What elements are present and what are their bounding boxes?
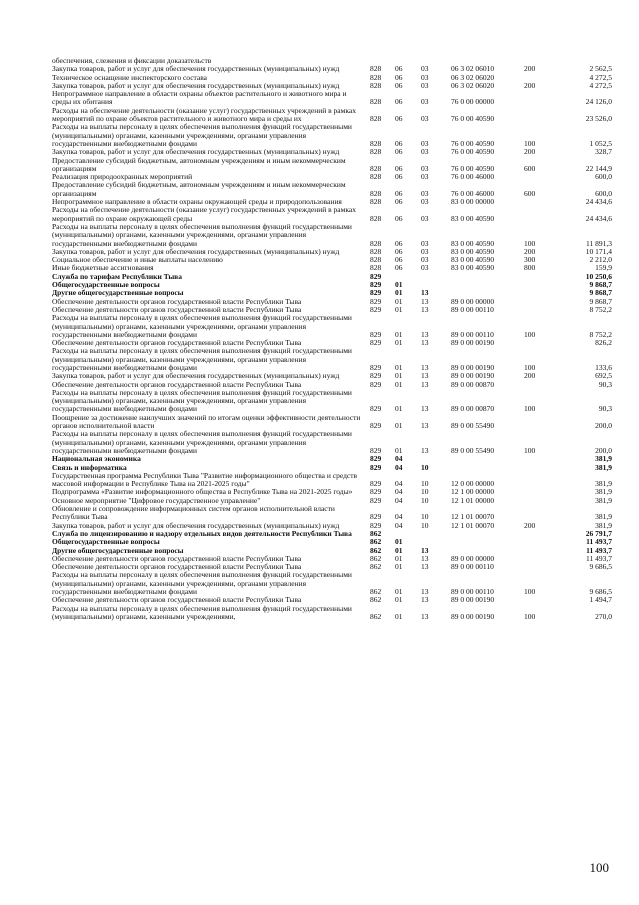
row-target-article: 89 0 00 00000 [451,553,495,563]
row-target-article: 76 0 00 40590 [451,163,495,173]
row-amount: 9 868,7 [589,296,612,306]
row-ved-code: 828 [370,72,382,82]
row-ved-code: 829 [370,379,382,389]
row-section-code: 01 [395,371,403,381]
row-subsection-code: 10 [421,479,429,489]
row-section-code: 06 [395,147,403,157]
row-amount: 381,9 [595,495,612,505]
row-name: Закупка товаров, работ и услуг для обеспечения государственных (муниципальных) нужд [52,80,340,90]
row-amount: 22 144,9 [585,163,612,173]
row-name: Социальное обеспечение и иные выплаты населению [52,255,223,265]
row-name: Обновление и сопровождение информационных систем органов исполнительной власти Республики Тыва [52,504,335,522]
row-name: Расходы на выплаты персоналу в целях обеспечения выполнения функций государственными (муниципальными) органами, казенными учреждениями, органами управления государственными внебюджетными фондами [52,221,352,248]
table-row [52,430,612,455]
row-name: Подпрограмма «Развитие информационного общества в Республике Тыва на 2021-2025 годы» [52,487,353,497]
row-subsection-code: 03 [421,72,429,82]
row-name: Расходы на выплаты персоналу в целях обеспечения выполнения функций государственными (муниципальными) органами, казенными учреждениями, органами управления государственными внебюджетными фондами [52,387,352,414]
row-section-code: 06 [395,138,403,148]
row-section-code: 01 [395,611,403,621]
table-row [52,123,612,148]
row-ved-code: 829 [370,280,382,290]
row-expense-type: 200 [524,64,536,74]
row-section-code: 06 [395,97,403,107]
row-amount: 826,2 [595,338,612,348]
row-subsection-code: 03 [421,263,429,273]
row-expense-type: 300 [524,255,536,265]
row-section-code: 06 [395,72,403,82]
row-section-code: 01 [395,587,403,596]
row-ved-code: 829 [370,404,382,414]
row-ved-code: 828 [370,197,382,207]
row-subsection-code: 03 [421,97,429,107]
row-amount: 90,3 [598,379,612,389]
row-subsection-code: 03 [421,197,429,207]
table-row [52,107,612,124]
row-name: Непрограммное направление в области охраны окружающей среды и природопользования [52,197,342,207]
row-amount: 11 493,7 [586,553,612,563]
row-subsection-code: 13 [421,545,429,555]
row-section-code: 06 [395,64,403,74]
row-subsection-code: 10 [421,512,429,522]
row-target-article: 89 0 00 00870 [451,379,495,389]
row-section-code: 01 [395,379,403,389]
row-section-code: 01 [395,338,403,348]
row-subsection-code: 13 [421,587,429,596]
row-section-code: 06 [395,246,403,256]
row-ved-code: 829 [370,371,382,381]
row-ved-code: 862 [370,537,382,547]
row-target-article: 83 0 00 40590 [451,263,495,273]
row-ved-code: 862 [370,595,382,605]
row-section-code: 04 [395,479,403,489]
row-amount: 2 212,0 [589,255,612,265]
row-subsection-code: 03 [421,80,429,90]
row-ved-code: 829 [370,479,382,489]
row-section-code: 06 [395,163,403,173]
row-target-article: 12 1 00 00000 [451,487,495,497]
row-ved-code: 828 [370,188,382,198]
row-name: Служба по тарифам Республики Тыва [52,271,182,281]
row-target-article: 83 0 00 00000 [451,197,495,207]
row-ved-code: 828 [370,238,382,248]
row-amount: 1 494,7 [589,595,612,605]
row-subsection-code: 03 [421,147,429,157]
row-subsection-code: 03 [421,188,429,198]
row-subsection-code: 13 [421,611,429,621]
row-target-article: 89 0 00 00000 [451,296,495,306]
row-expense-type: 100 [524,404,536,414]
row-name: Закупка товаров, работ и услуг для обеспечения государственных (муниципальных) нужд [52,64,340,74]
row-section-code: 06 [395,172,403,182]
row-subsection-code: 10 [421,487,429,497]
row-amount: 9 686,5 [589,562,612,572]
row-section-code: 01 [395,545,403,555]
row-target-article: 89 0 00 00190 [451,371,495,381]
row-amount: 4 272,5 [589,80,612,90]
row-name: Расходы на выплаты персоналу в целях обеспечения выполнения функций государственными (муниципальными) органами, казенными учреждениями, органами управления государственными внебюджетными фондами [52,346,352,372]
row-section-code: 01 [395,329,403,339]
row-name: Расходы на обеспечение деятельности (оказание услуг) государственных учреждений в рамках мероприятий по охране объектов растительного и животного мира и среды их [52,105,356,124]
row-section-code: 04 [395,487,403,497]
row-subsection-code: 10 [421,520,429,530]
row-name: Обеспечение деятельности органов государственной власти Республики Тыва [52,595,302,605]
row-target-article: 76 0 00 46000 [451,188,495,198]
row-expense-type: 100 [524,445,536,455]
row-amount: 159,9 [595,263,612,273]
row-expense-type: 100 [524,329,536,339]
row-name: Техническое оснащение инспекторского состава [52,72,208,82]
row-target-article: 12 1 01 00070 [451,512,495,522]
row-section-code: 01 [395,362,403,372]
row-subsection-code: 03 [421,163,429,173]
table-row [52,605,612,622]
row-ved-code: 829 [370,338,382,348]
row-section-code: 01 [395,280,403,290]
row-expense-type: 100 [524,611,536,621]
row-target-article: 89 0 00 00110 [451,304,494,314]
row-ved-code: 829 [370,271,382,281]
row-section-code: 06 [395,197,403,207]
row-name: Расходы на обеспечение деятельности (оказание услуг) государственных учреждений в рамках мероприятий по охране окружающей среды [52,205,356,223]
row-amount: 9 868,7 [589,288,612,298]
row-name: Другие общегосударственные вопросы [52,288,184,298]
row-name: Обеспечение деятельности органов государственной власти Республики Тыва [52,304,302,314]
row-amount: 692,5 [595,371,612,381]
row-subsection-code: 13 [421,421,429,431]
row-expense-type: 600 [524,163,536,173]
row-section-code: 01 [395,562,403,572]
row-subsection-code: 13 [421,338,429,348]
row-name: Общегосударственные вопросы [52,280,160,290]
row-name: Иные бюджетные ассигнования [52,263,154,273]
row-expense-type: 200 [524,246,536,256]
row-subsection-code: 03 [421,238,429,248]
row-name: Другие общегосударственные вопросы [52,545,184,555]
row-target-article: 89 0 00 00190 [451,362,495,372]
row-subsection-code: 13 [421,362,429,372]
row-amount: 381,9 [595,512,612,522]
row-ved-code: 862 [370,553,382,563]
row-ved-code: 828 [370,114,382,124]
row-expense-type: 100 [524,362,536,372]
table-row [52,455,612,463]
row-subsection-code: 13 [421,296,429,306]
row-name: Закупка товаров, работ и услуг для обеспечения государственных (муниципальных) нужд [52,147,340,157]
row-ved-code: 829 [370,304,382,314]
row-target-article: 89 0 00 00190 [451,338,495,348]
row-amount: 26 791,7 [585,528,612,538]
row-target-article: 83 0 00 40590 [451,255,495,265]
row-expense-type: 100 [524,138,536,148]
row-ved-code: 829 [370,520,382,530]
row-section-code: 04 [395,495,403,505]
row-name: Расходы на выплаты персоналу в целях обеспечения выполнения функций государственными (муниципальными) органами, казенными учреждениями, органами управления государственными внебюджетными фондами [52,429,352,455]
row-amount: 10 250,6 [585,271,612,281]
row-section-code: 01 [395,296,403,306]
row-target-article: 89 0 00 55490 [451,421,495,431]
row-amount: 1 052,5 [589,138,612,148]
row-subsection-code: 13 [421,304,429,314]
row-name: Предоставление субсидий бюджетным, автономным учреждениям и иным некоммерческим организациям [52,155,346,173]
row-amount: 23 526,0 [585,114,612,124]
row-target-article: 76 0 00 40590 [451,114,495,124]
row-section-code: 06 [395,238,403,248]
row-amount: 381,9 [595,520,612,530]
row-expense-type: 200 [524,520,536,530]
row-expense-type: 600 [524,188,536,198]
row-subsection-code: 13 [421,445,429,455]
table-row [52,414,612,431]
row-ved-code: 829 [370,462,382,472]
table-row [52,181,612,198]
row-subsection-code: 13 [421,595,429,605]
row-ved-code: 829 [370,288,382,298]
row-ved-code: 828 [370,172,382,182]
row-target-article: 12 1 01 00070 [451,520,495,530]
row-ved-code: 862 [370,562,382,572]
row-section-code: 06 [395,188,403,198]
row-ved-code: 829 [370,512,382,522]
row-ved-code: 829 [370,495,382,505]
row-ved-code: 829 [370,445,382,455]
row-subsection-code: 13 [421,288,429,298]
page-number: 100 [589,860,609,875]
table-row [52,206,612,223]
row-section-code: 01 [395,537,403,547]
row-name: Непрограммное направление в области охраны объектов растительного и животного мира и среды их обитания [52,89,347,107]
row-amount: 8 752,2 [589,304,612,314]
row-amount: 328,7 [595,147,612,157]
row-subsection-code: 13 [421,404,429,414]
row-section-code: 01 [395,304,403,314]
table-row [52,90,612,107]
row-amount: 381,9 [595,487,612,497]
row-ved-code: 829 [370,296,382,306]
row-amount: 2 562,5 [589,64,612,74]
row-name: Закупка товаров, работ и услуг для обеспечения государственных (муниципальных) нужд [52,520,340,530]
row-amount: 600,0 [595,172,612,182]
row-section-code: 06 [395,263,403,273]
row-target-article: 89 0 00 00110 [451,329,494,339]
row-expense-type: 800 [524,263,536,273]
row-target-article: 76 0 00 00000 [451,97,495,107]
row-ved-code: 829 [370,487,382,497]
row-subsection-code: 03 [421,64,429,74]
row-ved-code: 828 [370,263,382,273]
row-name: Национальная экономика [52,454,141,464]
row-ved-code: 828 [370,255,382,265]
row-subsection-code: 03 [421,255,429,265]
table-row [52,314,612,339]
row-name: Связь и информатика [52,462,127,472]
row-name: Обеспечение деятельности органов государственной власти Республики Тыва [52,338,302,348]
row-name: Предоставление субсидий бюджетным, автономным учреждениям и иным некоммерческим организациям [52,180,346,198]
row-section-code: 04 [395,520,403,530]
row-ved-code: 828 [370,163,382,173]
row-amount: 4 272,5 [589,72,612,82]
row-subsection-code: 13 [421,329,429,339]
row-subsection-code: 03 [421,246,429,256]
row-target-article: 89 0 00 00190 [451,611,495,621]
row-section-code: 01 [395,445,403,455]
row-target-article: 06 3 02 06020 [451,72,495,82]
row-name: Государственная программа Республики Тыва "Развитие информационного общества и средств массовой информации в Республике Тыва на 2021-2025 годы" [52,470,358,489]
table-row [52,223,612,248]
row-amount: 9 686,5 [589,587,612,596]
row-name: обеспечения, слежения и фиксации доказательств [52,56,212,65]
row-expense-type: 200 [524,147,536,157]
row-ved-code: 862 [370,545,382,555]
row-section-code: 01 [395,421,403,431]
row-ved-code: 862 [370,528,382,538]
row-ved-code: 829 [370,329,382,339]
row-name: Расходы на выплаты персоналу в целях обеспечения выполнения функций государственными (муниципальными) органами, казенными учреждениями, органами управления государственными внебюджетными фондами [52,122,352,148]
row-amount: 381,9 [595,479,612,489]
row-amount: 200,0 [595,421,612,431]
row-amount: 600,0 [595,188,612,198]
row-name: Общегосударственные вопросы [52,537,160,547]
row-ved-code: 828 [370,246,382,256]
row-target-article: 89 0 00 55490 [451,445,495,455]
row-amount: 8 752,2 [589,329,612,339]
row-name: Расходы на выплаты персоналу в целях обеспечения выполнения функций государственными (муниципальными) органами, казенными учреждениями, органами управления государственными внебюджетными фондами [52,313,352,339]
row-subsection-code: 03 [421,213,429,223]
row-target-article: 89 0 00 00110 [451,587,494,596]
row-name: Основное мероприятие "Цифровое государственное управление" [52,495,261,505]
row-section-code: 01 [395,595,403,605]
row-name: Закупка товаров, работ и услуг для обеспечения государственных (муниципальных) нужд [52,246,340,256]
row-name: Служба по лицензированию и надзору отдельных видов деятельности Республики Тыва [52,528,352,538]
row-amount: 270,0 [595,611,612,621]
row-expense-type: 200 [524,371,536,381]
row-section-code: 06 [395,80,403,90]
row-expense-type: 100 [524,238,536,248]
row-name: Закупка товаров, работ и услуг для обеспечения государственных (муниципальных) нужд [52,371,340,381]
row-amount: 133,6 [595,362,612,372]
row-name: Обеспечение деятельности органов государственной власти Республики Тыва [52,562,302,572]
row-amount: 9 868,7 [589,280,612,290]
row-target-article: 76 0 00 40590 [451,147,495,157]
row-target-article: 83 0 00 40590 [451,213,495,223]
row-target-article: 83 0 00 40590 [451,246,495,256]
row-amount: 11 493,7 [586,545,612,555]
row-subsection-code: 03 [421,138,429,148]
row-section-code: 06 [395,114,403,124]
row-target-article: 76 0 00 46000 [451,172,495,182]
row-target-article: 06 3 02 06020 [451,80,495,90]
row-target-article: 76 0 00 40590 [451,138,495,148]
row-section-code: 04 [395,462,403,472]
row-section-code: 04 [395,512,403,522]
row-target-article: 89 0 00 00190 [451,595,495,605]
row-amount: 24 126,0 [585,97,612,107]
row-name: Обеспечение деятельности органов государственной власти Республики Тыва [52,379,302,389]
row-name: Расходы на выплаты персоналу в целях обеспечения выполнения функций государственными (муниципальными) органами, казенными учреждениями, [52,603,352,621]
row-subsection-code: 03 [421,114,429,124]
row-ved-code: 829 [370,454,382,464]
table-row [52,571,612,596]
table-row [52,389,612,414]
row-ved-code: 828 [370,97,382,107]
row-subsection-code: 03 [421,172,429,182]
row-ved-code: 829 [370,421,382,431]
row-section-code: 01 [395,553,403,563]
row-section-code: 06 [395,255,403,265]
row-expense-type: 100 [524,587,536,596]
row-target-article: 12 0 00 00000 [451,479,495,489]
row-target-article: 12 1 01 00000 [451,495,495,505]
row-target-article: 06 3 02 06010 [451,64,495,74]
table-row [52,505,612,522]
row-amount: 200,0 [595,445,612,455]
row-ved-code: 862 [370,587,382,596]
row-ved-code: 828 [370,147,382,157]
row-subsection-code: 13 [421,371,429,381]
row-ved-code: 828 [370,80,382,90]
row-section-code: 01 [395,404,403,414]
row-amount: 24 434,6 [585,197,612,207]
row-section-code: 06 [395,213,403,223]
row-name: Обеспечение деятельности органов государственной власти Республики Тыва [52,296,302,306]
row-subsection-code: 13 [421,553,429,563]
row-amount: 24 434,6 [585,213,612,223]
table-row [52,347,612,372]
row-amount: 90,3 [598,404,612,414]
row-section-code: 04 [395,454,403,464]
row-subsection-code: 13 [421,379,429,389]
row-amount: 381,9 [595,462,612,472]
row-target-article: 89 0 00 00870 [451,404,495,414]
row-amount: 11 891,3 [586,238,612,248]
row-ved-code: 828 [370,138,382,148]
row-ved-code: 829 [370,362,382,372]
row-subsection-code: 13 [421,562,429,572]
row-ved-code: 828 [370,213,382,223]
row-target-article: 83 0 00 40590 [451,238,495,248]
row-name: Расходы на выплаты персоналу в целях обеспечения выполнения функций государственными (муниципальными) органами, казенными учреждениями, органами управления государственными внебюджетными фондами [52,570,352,596]
row-amount: 381,9 [595,454,612,464]
row-section-code: 01 [395,288,403,298]
row-ved-code: 828 [370,64,382,74]
table-row [52,472,612,489]
row-ved-code: 862 [370,611,382,621]
table-row [52,157,612,174]
row-amount: 11 493,7 [586,537,612,547]
row-expense-type: 200 [524,80,536,90]
row-name: Реализация природоохранных мероприятий [52,172,193,182]
row-name: Поощрение за достижение наилучших значений по итогам оценки эффективности деятельности органов исполнительной власти [52,412,361,431]
row-subsection-code: 10 [421,495,429,505]
row-amount: 10 171,4 [585,246,612,256]
row-target-article: 89 0 00 00110 [451,562,494,572]
row-subsection-code: 10 [421,462,429,472]
budget-table [52,57,612,621]
row-name: Обеспечение деятельности органов государственной власти Республики Тыва [52,553,302,563]
